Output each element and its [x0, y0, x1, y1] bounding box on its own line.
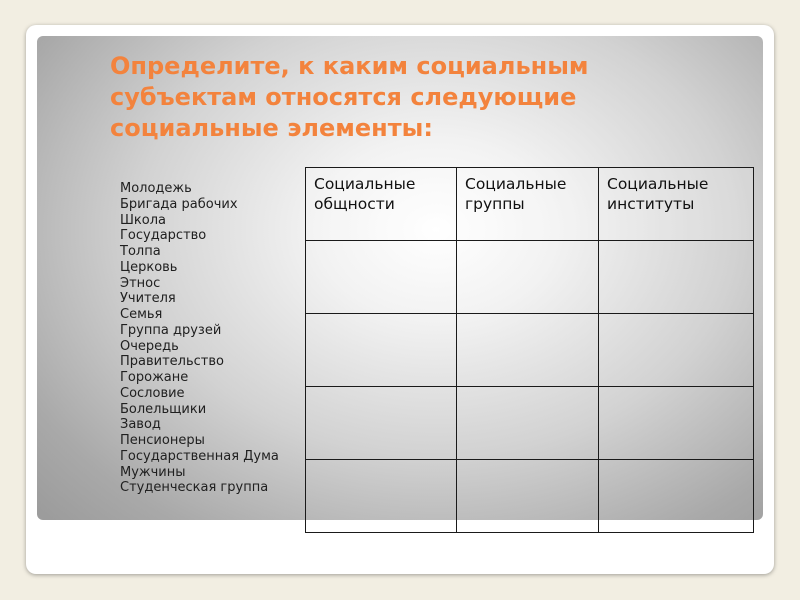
table-cell[interactable]	[599, 460, 754, 533]
list-item: Молодежь	[120, 181, 192, 196]
list-item: Этнос	[120, 275, 161, 291]
header-social-groups	[457, 168, 599, 241]
header-label: Социальные группы	[465, 175, 567, 213]
list-item: Группа друзей	[120, 322, 222, 338]
list-item: Правительство	[120, 354, 224, 370]
table-cell[interactable]	[599, 387, 754, 460]
table-row	[306, 314, 754, 387]
list-item: Семья	[120, 307, 163, 322]
element-list	[120, 181, 279, 496]
list-item: Очередь	[120, 338, 179, 354]
list-item: Завод	[120, 417, 161, 433]
list-item: Пенсионеры	[120, 433, 205, 448]
list-item: Студенческая группа	[120, 480, 269, 496]
table-cell[interactable]	[457, 460, 599, 533]
list-item: Сословие	[120, 385, 185, 401]
slide-title-line: Определите, к каким социальным	[110, 52, 589, 80]
classification-table	[305, 167, 754, 533]
slide-title-line: субъектам относятся следующие	[110, 83, 577, 111]
list-item: Горожане	[120, 370, 189, 385]
table-cell[interactable]	[306, 241, 457, 314]
table-cell[interactable]	[306, 387, 457, 460]
table-row	[306, 241, 754, 314]
list-item: Бригада рабочих	[120, 196, 238, 212]
table-cell[interactable]	[457, 387, 599, 460]
list-item: Государственная Дума	[120, 448, 279, 464]
table-cell[interactable]	[599, 314, 754, 387]
list-item: Учителя	[120, 291, 176, 307]
list-item: Школа	[120, 212, 166, 228]
list-item: Толпа	[120, 244, 161, 259]
table-row	[306, 387, 754, 460]
header-label: Социальные институты	[607, 175, 709, 213]
header-label: Социальные общности	[314, 175, 416, 213]
list-item: Болельщики	[120, 401, 207, 417]
header-social-communities	[306, 168, 457, 241]
list-item: Государство	[120, 228, 207, 244]
table-row	[306, 460, 754, 533]
table-cell[interactable]	[457, 241, 599, 314]
list-item: Церковь	[120, 259, 178, 275]
header-social-institutions	[599, 168, 754, 241]
table-header-row	[306, 168, 754, 241]
table-cell[interactable]	[457, 314, 599, 387]
list-item: Мужчины	[120, 464, 186, 480]
slide-title	[110, 51, 730, 144]
table-cell[interactable]	[599, 241, 754, 314]
table-cell[interactable]	[306, 460, 457, 533]
table-cell[interactable]	[306, 314, 457, 387]
slide-title-line: социальные элементы:	[110, 114, 433, 142]
